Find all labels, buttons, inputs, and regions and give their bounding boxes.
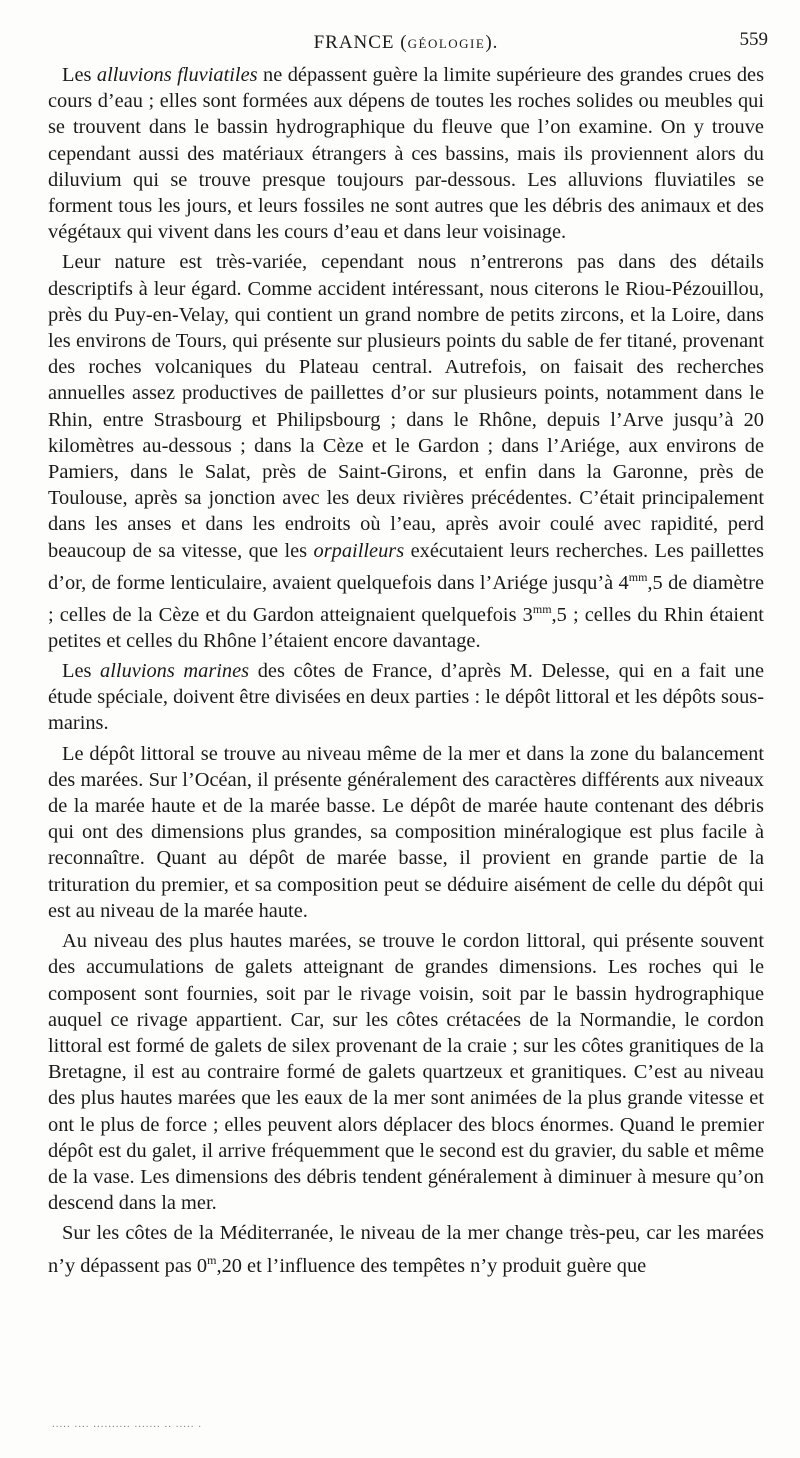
paragraph-text: exécutaient leurs recherches. Les paillettes d’or, de forme lenticulaire, avaient quelquefois dans l’Ariége jusqu’à 4 bbox=[48, 539, 764, 594]
italic-term: alluvions fluviatiles bbox=[96, 64, 258, 86]
paragraph-text: ,5 ; celles du Rhin étaient petites et celles du Rhône l’étaient encore davantage. bbox=[48, 603, 764, 652]
unit-superscript: mm bbox=[532, 601, 552, 616]
paragraph-text: ,20 et l’influence des tempêtes n’y produit guère que bbox=[216, 1254, 647, 1277]
paragraph-text: ,5 de diamètre ; celles de la Cèze et du Gardon atteignaient quelquefois 3 bbox=[48, 571, 765, 626]
running-title-smallcaps: GÉOLOGIE bbox=[407, 36, 486, 51]
paragraph-text: des côtes de France, d’après M. Delesse, qui en a fait une étude spéciale, doivent être divisées en deux parties : le dépôt littoral et les dépôts sous-marins. bbox=[48, 660, 764, 735]
paragraph-text: Sur les côtes de la Méditerranée, le niveau de la mer change très-peu, car les marées n’y dépassent pas 0 bbox=[48, 1222, 764, 1277]
paragraph bbox=[48, 249, 764, 654]
running-head bbox=[48, 0, 768, 62]
paragraph-text: Les bbox=[62, 64, 97, 86]
body-text bbox=[48, 62, 764, 1279]
paragraph-text: Au niveau des plus hautes marées, se trouve le cordon littoral, qui présente souvent des accumulations de galets atteignant de grandes dimensions. Les roches qui le composent sont fournies, soit par le rivage voisin, soit par le bassin hydrographique auquel ce rivage appartient. Car, sur les côtes crétacées de la Normandie, le cordon littoral est formé de galets de silex provenant de la craie ; sur les côtes granitiques de la Bretagne, il est au contraire formé de galets quartzeux et granitiques. C’est au niveau des plus hautes marées que les eaux de la mer sont animées de la plus grande vitesse et ont le plus de force ; elles peuvent alors déplacer des blocs énormes. Quand le premier dépôt est du galet, il arrive fréquemment que le second est du gravier, du sable et même de la vase. Les dimensions des débris tendent généralement à diminuer à mesure qu’on descend dans la mer. bbox=[48, 930, 764, 1215]
running-title-main: FRANCE ( bbox=[313, 32, 408, 53]
running-title-end: ). bbox=[485, 32, 499, 53]
paragraph bbox=[48, 62, 764, 245]
paragraph bbox=[48, 658, 764, 737]
unit-superscript: m bbox=[207, 1252, 217, 1267]
page-number: 559 bbox=[739, 29, 768, 50]
paragraph bbox=[48, 928, 764, 1216]
running-title bbox=[48, 32, 764, 54]
paragraph-text: Le dépôt littoral se trouve au niveau même de la mer et dans la zone du balancement des marées. Sur l’Océan, il présente généralement des caractères différents aux niveaux de la marée haute et de la marée basse. Le dépôt de marée haute contenant des débris qui ont des dimensions plus grandes, sa composition minéralogique est plus facile à reconnaître. Quant au dépôt de marée basse, il provient en grande partie de la trituration du premier, et sa composition peut se déduire aisément de celle du dépôt qui est au niveau de la marée haute. bbox=[48, 742, 764, 922]
paragraph-text: ne dépassent guère la limite supérieure des grandes crues des cours d’eau ; elles sont formées aux dépens de toutes les roches solides ou meubles qui se trouvent dans le bassin hydrographique du fleuve que l’on examine. On y trouve cependant aussi des matériaux étrangers à ces bassins, mais ils proviennent alors du diluvium qui se trouve presque toujours par-dessous. Les alluvions fluviatiles se forment tous les jours, et leurs fossiles ne sont autres que les débris des animaux et des végétaux qui vivent dans les cours d’eau et dans leur voisinage. bbox=[48, 64, 764, 244]
paragraph bbox=[48, 741, 764, 924]
paragraph bbox=[48, 1220, 764, 1278]
paragraph-text: Les bbox=[62, 660, 101, 683]
italic-term: alluvions marines bbox=[100, 660, 250, 683]
paragraph-text: Leur nature est très-variée, cependant nous n’entrerons pas dans des détails descriptifs à leur égard. Comme accident intéressant, nous citerons le Riou-Pézouillou, près du Puy-en-Velay, qui contient un grand nombre de petits zircons, et la Loire, dans les environs de Tours, qui présente sur plusieurs points du sable de fer titané, provenant des roches volcaniques du Plateau central. Autrefois, on faisait des recherches annuelles assez productives de paillettes d’or sur plusieurs points, notamment dans le Rhin, entre Strasbourg et Philipsbourg ; dans le Rhône, depuis l’Arve jusqu’à 20 kilomètres au-dessous ; dans la Cèze et le Gardon ; dans l’Ariége, aux environs de Pamiers, dans le Salat, près de Saint-Girons, et enfin dans la Garonne, près de Toulouse, après sa jonction avec les deux rivières précédentes. C’était principalement dans les anses et dans les endroits où l’eau, après avoir coulé avec rapidité, perd beaucoup de sa vitesse, que les bbox=[48, 251, 764, 562]
italic-term: orpailleurs bbox=[313, 539, 405, 562]
unit-superscript: mm bbox=[628, 569, 648, 584]
footer-dots: ..... .... .......... ....... .. ..... . bbox=[52, 1418, 202, 1430]
